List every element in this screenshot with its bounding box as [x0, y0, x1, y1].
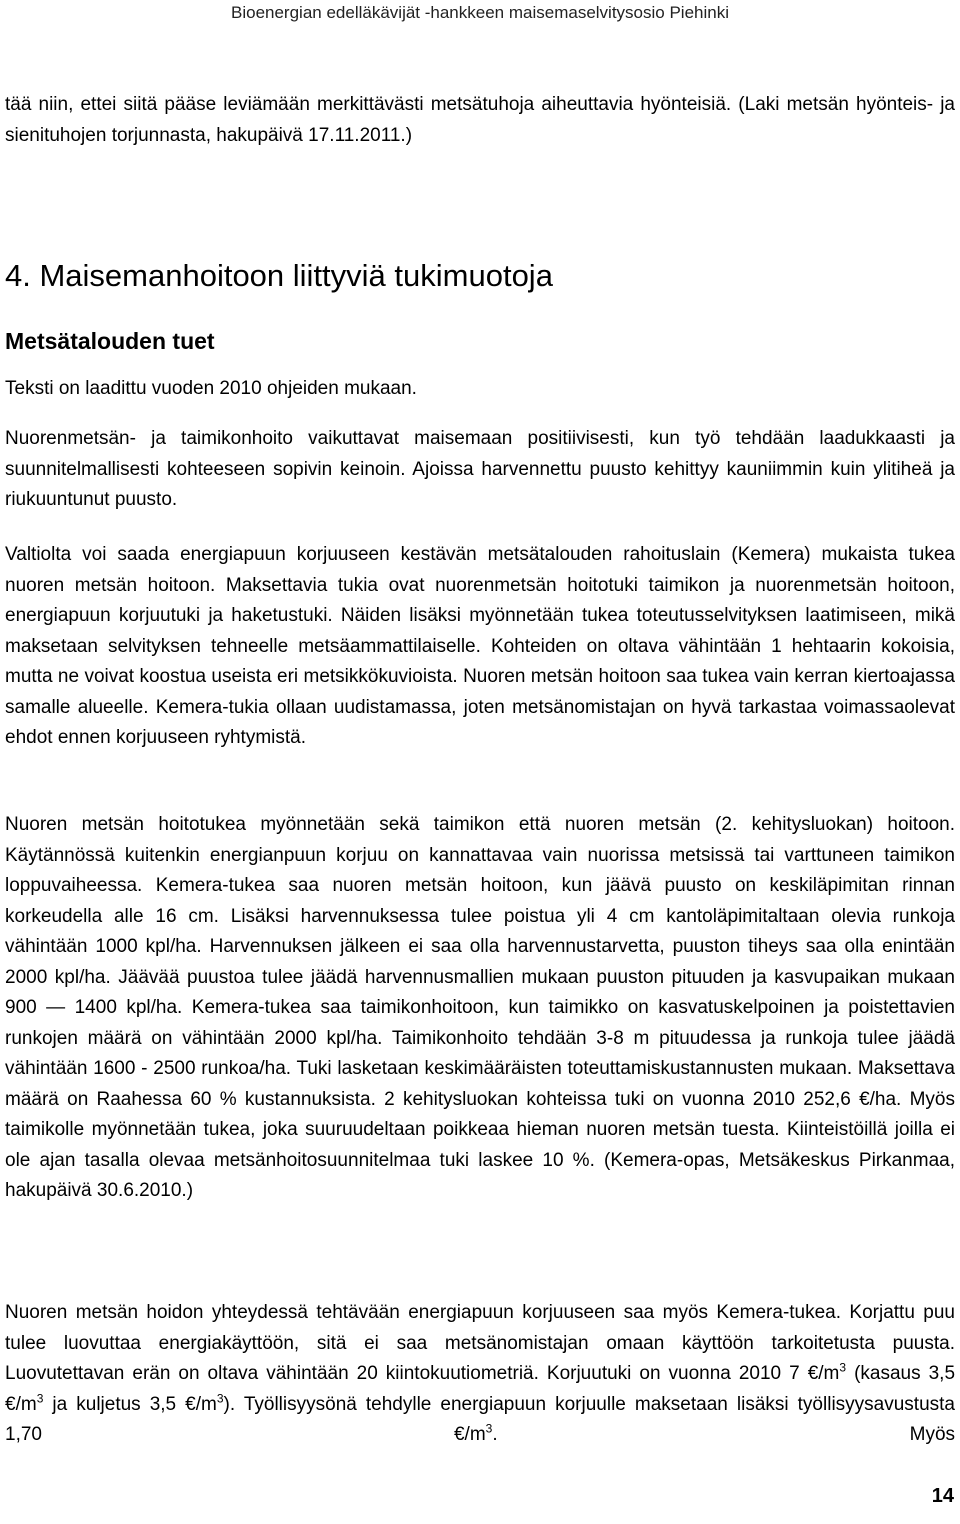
cubic-superscript-1: 3	[839, 1360, 847, 1375]
korjuu-text-1: Nuoren metsän hoidon yhteydessä tehtävään energiapuun korjuuseen saa myös Kemera-tukea. Korjattu puu tulee luovuttaa energiakäyttöön, sitä ei saa metsänomistajan omaan käyttöön tarkoitetusta puusta. Luovutettavan erän on oltava vähintään 20 kiintokuutiometriä. Korjuutuki on vuonna 2010 7 €/m	[5, 1302, 955, 1384]
paragraph-kemera-tuet: Valtiolta voi saada energiapuun korjuuseen kestävän metsätalouden rahoituslain (Kemera) mukaista tukea nuoren metsän hoitoon. Maksettavia tukia ovat nuorenmetsän hoitotuki taimikon ja nuorenmetsän hoitoon, energiapuun korjuutuki ja haketustuki. Näiden lisäksi myönnetään tukea toteutusselvityksen laatimiseen, mikä maksetaan selvityksen tehneelle metsäammattilaiselle. Kohteiden on oltava vähintään 1 hehtaarin kokoisia, mutta ne voivat koostua useista eri metsikkökuvioista. Nuoren metsän hoitoon saa tukea vain kerran kiertoajassa samalle alueelle. Kemera-tukia ollaan uudistamassa, joten metsänomistajan on hyvä tarkastaa voimassaolevat ehdot ennen korjuuseen ryhtymistä.	[5, 544, 955, 748]
page-number: 14	[931, 1485, 954, 1507]
running-title: Bioenergian edelläkävijät -hankkeen maisemaselvitysosio Piehinki	[231, 3, 729, 22]
paragraph-nuorenmetsan-hoito: Nuorenmetsän- ja taimikonhoito vaikuttavat maisemaan positiivisesti, kun työ tehdään laadukkaasti ja suunnitelmallisesti kohteeseen sopivin keinoin. Ajoissa harvennettu puusto kehittyy kauniimmin kuin ylitiheä ja riukuuntunut puusto.	[5, 428, 955, 510]
cubic-superscript-2: 3	[36, 1391, 44, 1406]
section-subheading: Metsätalouden tuet	[5, 328, 215, 354]
korjuu-text-4: ). Työllisyysönä tehdylle energiapuun korjuulle maksetaan lisäksi työllisyysavustusta 1,70 €/m	[5, 1393, 955, 1445]
paragraph-energiapuun-korjuu	[5, 1298, 955, 1451]
section-note: Teksti on laadittu vuoden 2010 ohjeiden mukaan.	[5, 378, 417, 399]
section-heading: 4. Maisemanhoitoon liittyviä tukimuotoja	[5, 258, 553, 293]
intro-paragraph: tää niin, ettei siitä pääse leviämään merkittävästi metsätuhoja aiheuttavia hyönteisiä. (Laki metsän hyönteis- ja sienituhojen torjunnasta, hakupäivä 17.11.2011.)	[5, 94, 955, 146]
korjuu-text-3: ja kuljetus 3,5 €/m	[43, 1393, 217, 1415]
cubic-superscript-3: 3	[216, 1391, 224, 1406]
paragraph-hoitotuki-ehdot: Nuoren metsän hoitotukea myönnetään sekä taimikon että nuoren metsän (2. kehitysluokan) hoitoon. Käytännössä kuitenkin energianpuun korjuu on kannattavaa vain nuorissa metsissä tai varttuneen taimikon loppuvaiheessa. Kemera-tukea saa nuoren metsän hoitoon, kun jäävä puusto on keskiläpimitan rinnan korkeudella alle 16 cm. Lisäksi harvennuksessa tulee poistua yli 4 cm kantoläpimitaltaan olevia runkoja vähintään 1000 kpl/ha. Harvennuksen jälkeen ei saa olla harvennustarvetta, puuston tiheys saa olla enintään 2000 kpl/ha. Jäävää puustoa tulee jäädä harvennusmallien mukaan puuston pituuden ja kasvupaikan mukaan 900 — 1400 kpl/ha. Kemera-tukea saa taimikonhoitoon, kun taimikko on kasvatuskelpoinen ja poistettavien runkojen määrä on vähintään 2000 kpl/ha. Taimikonhoito tehdään 3-8 m pituudessa ja runkoja tulee jäädä vähintään 1600 - 2500 runkoa/ha. Tuki lasketaan keskimääräisten toteuttamiskustannusten mukaan. Maksettava määrä on Raahessa 60 % kustannuksista. 2 kehitysluokan kohteissa tuki on vuonna 2010 252,6 €/ha. Myös taimikolle myönnetään tukea, joka suuruudeltaan poikkeaa hieman nuoren metsän tuesta. Kiinteistöillä joilla ei ole ajan tasalla olevaa metsänhoitosuunnitelmaa tuki laskee 10 %. (Kemera-opas, Metsäkeskus Pirkanmaa, hakupäivä 30.6.2010.)	[5, 814, 955, 1201]
korjuu-text-5: . Myös	[492, 1424, 956, 1445]
cubic-superscript-4: 3	[485, 1421, 493, 1436]
running-header	[0, 0, 960, 30]
korjuu-text-2: (kasaus 3,5 €/m	[5, 1363, 956, 1415]
